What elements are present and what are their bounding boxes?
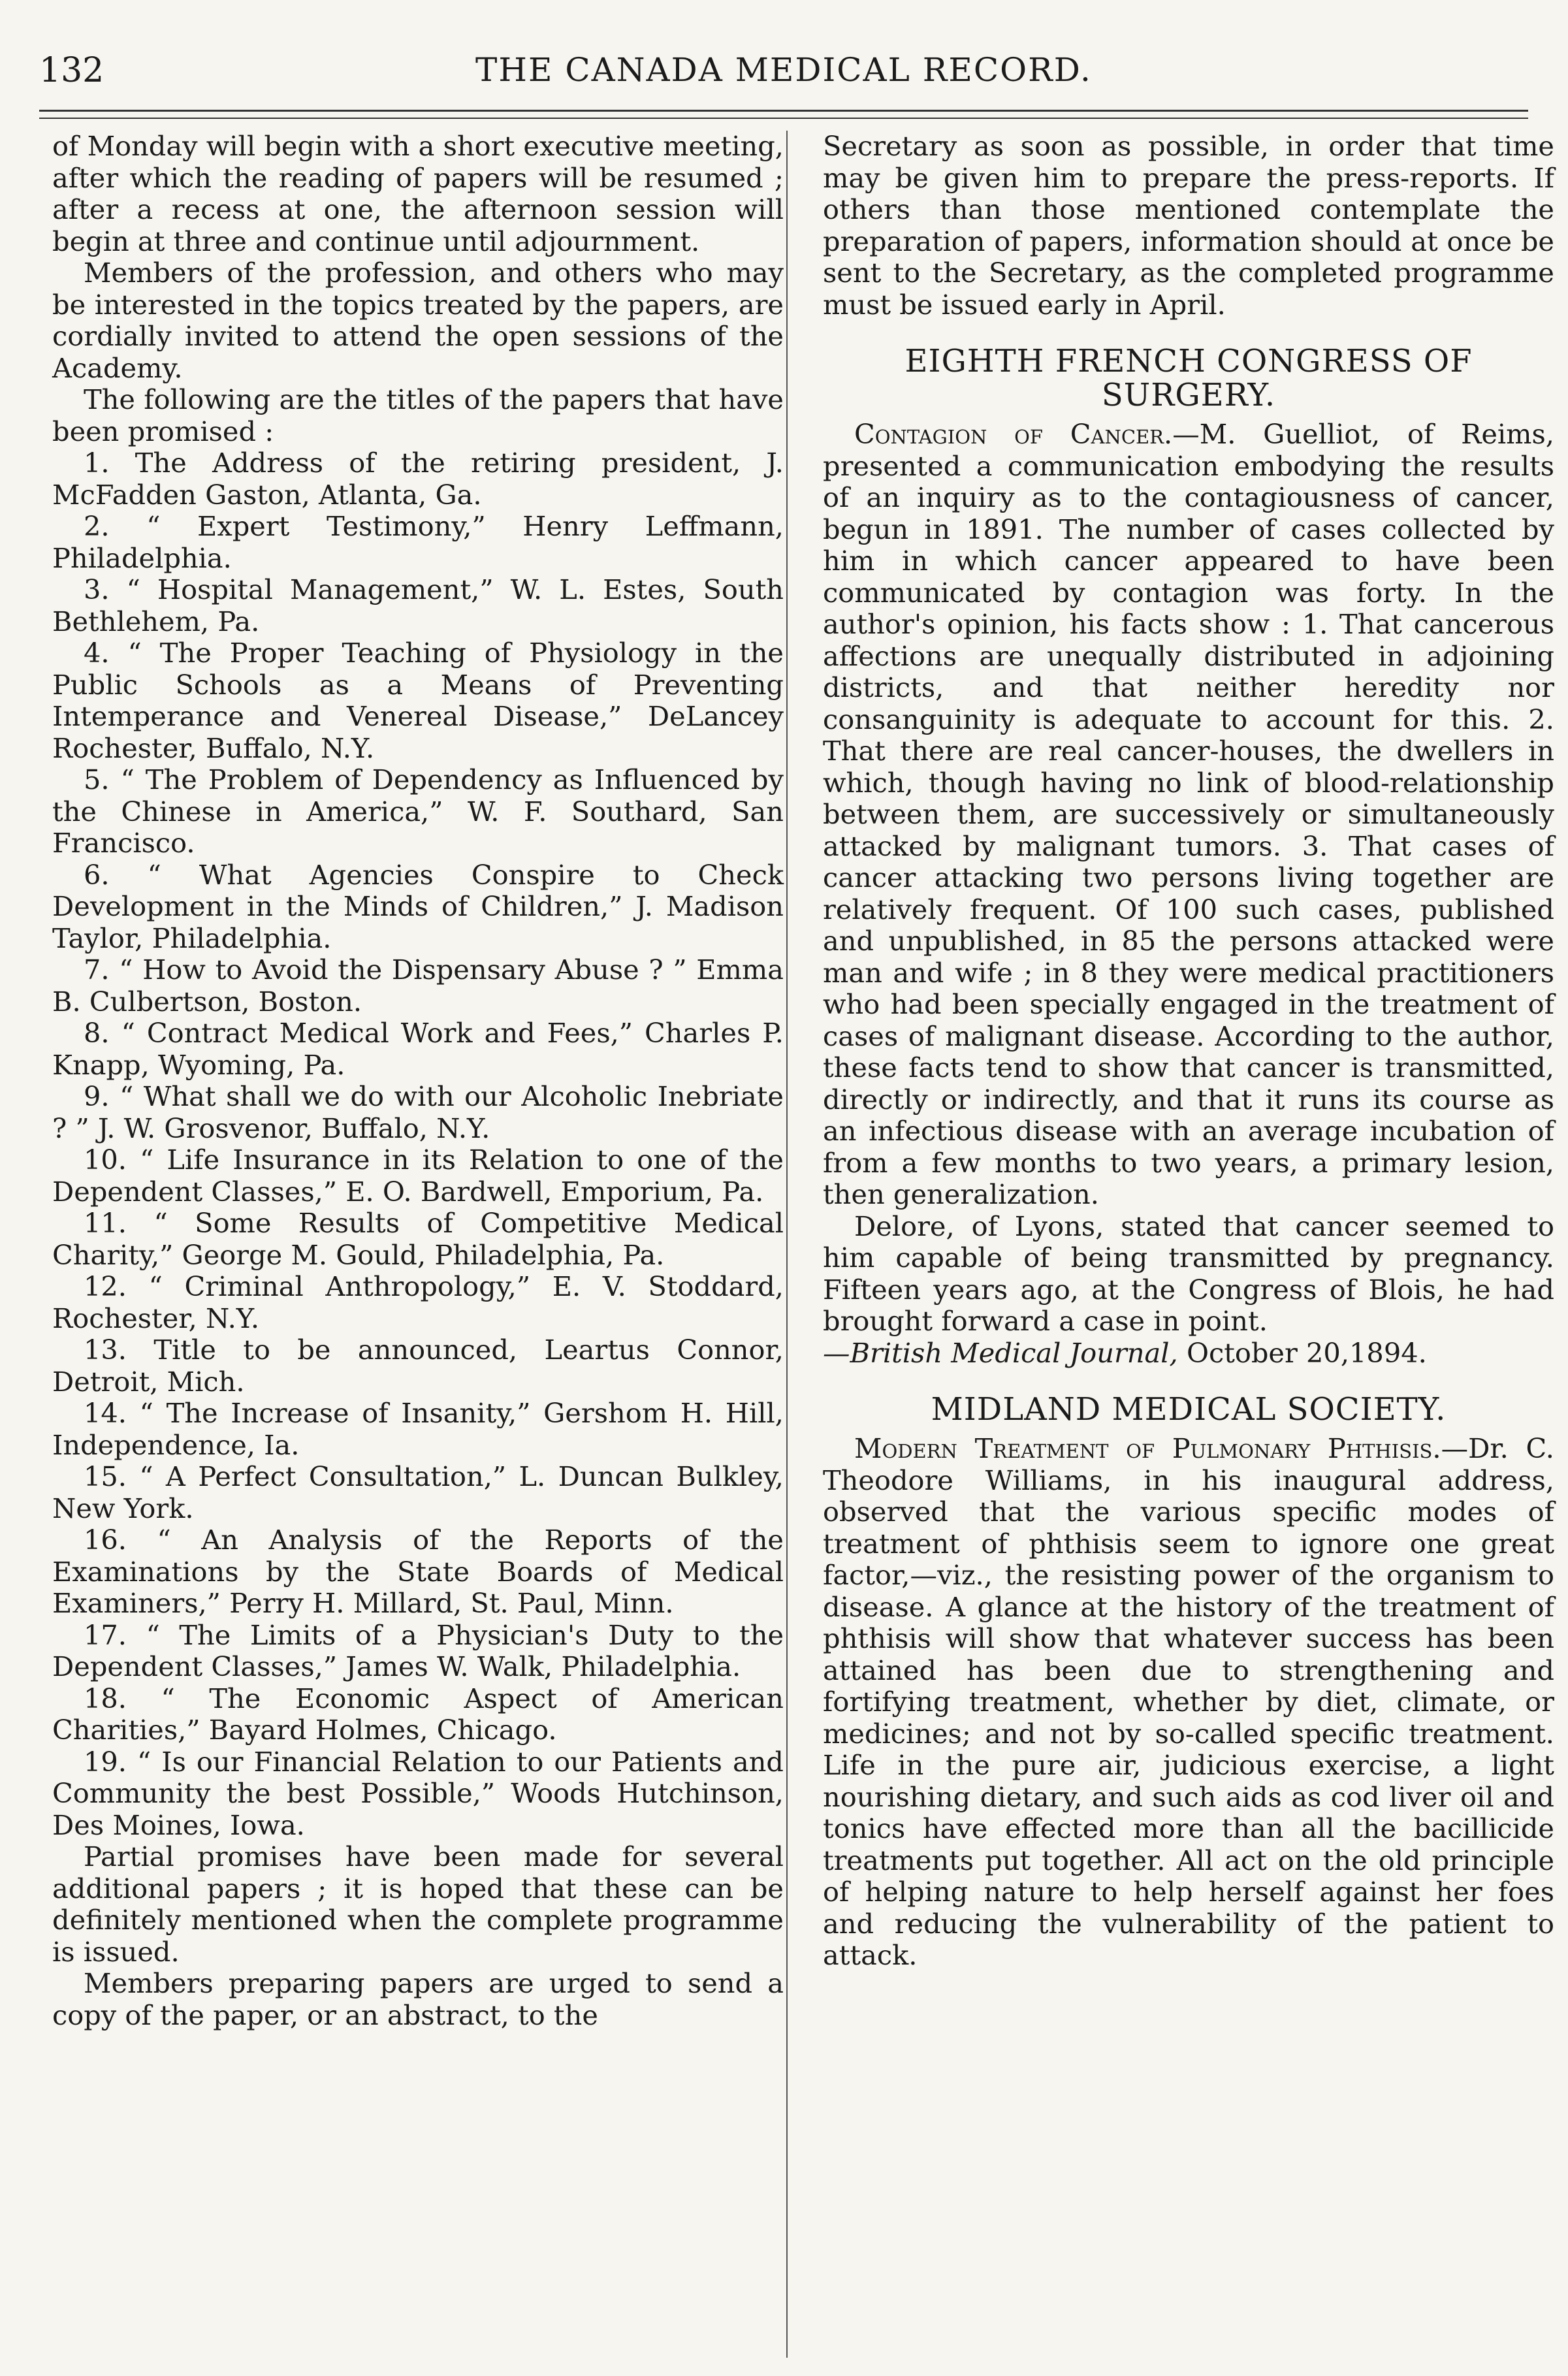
paper-item: 15. “ A Perfect Consultation,” L. Duncan Bulkley, New York. (52, 1460, 784, 1524)
contagion-lead: Contagion of Cancer. (854, 418, 1173, 450)
paper-item: 6. “ What Agencies Conspire to Check Development in the Minds of Children,” J. Madison Taylor, Philadelphia. (52, 858, 784, 954)
section-heading-french-congress: EIGHTH FRENCH CONGRESS OF SURGERY. (904, 343, 1473, 413)
partial-promises-paragraph: Partial promises have been made for several additional papers ; it is hoped that these can be definitely mentioned when the complete programme is issued. (52, 1840, 784, 1968)
header-rule-bottom (39, 118, 1528, 119)
right-column (823, 131, 1554, 1972)
intro-paragraph: of Monday will begin with a short executive meeting, after which the reading of papers will be resumed ; after a recess at one, the afternoon session will begin at three and continue until adjournment. (52, 130, 784, 257)
paper-item: 19. “ Is our Financial Relation to our Patients and Community the best Possible,” Woods Hutchinson, Des Moines, Iowa. (52, 1745, 784, 1841)
contagion-text: —M. Guelliot, of Reims, presented a communication embodying the results of an inquiry as to the contagiousness of cancer, begun in 1891. The number of cases collected by him in which cancer appeared to have been communicated by contagion was forty. In the author's opinion, his facts show : 1. That cancerous affections are unequally distributed in adjoining districts, and that neither heredity nor consanguinity is adequate to account for this. 2. That there are real cancer-houses, the dwellers in which, though having no link of blood-relationship between them, are successively or simultaneously attacked by malignant tumors. 3. That cases of cancer attacking two persons living together are relatively frequent. Of 100 such cases, published and unpublished, in 85 the persons attacked were man and wife ; in 8 they were medical practitioners who had been specially engaged in the treatment of cases of malignant disease. According to the author, these facts tend to show that cancer is transmitted, directly or indirectly, and that it runs its course as an infectious disease with an average incubation of from a few months to two years, a primary lesion, then generalization. (823, 418, 1554, 1210)
titles-intro: The following are the titles of the papers that have been promised : (52, 383, 784, 447)
paper-item: 16. “ An Analysis of the Reports of the Examinations by the State Boards of Medical Examiners,” Perry H. Millard, St. Paul, Minn. (52, 1524, 784, 1619)
delore-paragraph (823, 1211, 1554, 1370)
left-column (52, 131, 784, 2031)
paper-list (52, 447, 784, 1841)
source-journal: —British Medical Journal, (823, 1336, 1178, 1369)
paper-item: 13. Title to be announced, Leartus Connor, Detroit, Mich. (52, 1334, 784, 1398)
paper-item: 2. “ Expert Testimony,” Henry Leffmann, Philadelphia. (52, 510, 784, 574)
paper-item: 8. “ Contract Medical Work and Fees,” Charles P. Knapp, Wyoming, Pa. (52, 1017, 784, 1081)
page-number: 132 (39, 51, 104, 90)
phthisis-text: —Dr. C. Theodore Williams, in his inaugural address, observed that the various specific modes of treatment of phthisis seem to ignore one great factor,—viz., the resisting power of the organism to disease. A glance at the history of the treatment of phthisis will show that whatever success has been attained has been due to strengthening and fortifying treatment, whether by diet, climate, or medicines; and not by so-called specific treatment. Life in the pure air, judicious exercise, a light nourishing dietary, and such aids as cod liver oil and tonics have effected more than all the bacillicide treatments put together. All act on the old principle of helping nature to help herself against her foes and reducing the vulnerability of the patient to attack. (823, 1432, 1554, 1971)
paper-item: 17. “ The Limits of a Physician's Duty to the Dependent Classes,” James W. Walk, Philadelphia. (52, 1618, 784, 1682)
journal-title: THE CANADA MEDICAL RECORD. (475, 51, 1092, 89)
column-divider (786, 131, 788, 2358)
paper-item: 18. “ The Economic Aspect of American Charities,” Bayard Holmes, Chicago. (52, 1682, 784, 1746)
paper-item: 7. “ How to Avoid the Dispensary Abuse ? ” Emma B. Culbertson, Boston. (52, 954, 784, 1018)
source-date: October 20,1894. (1177, 1336, 1427, 1369)
paper-item: 5. “ The Problem of Dependency as Influenced by the Chinese in America,” W. F. Southard, San Francisco. (52, 763, 784, 859)
preparing-papers-paragraph: Members preparing papers are urged to send a copy of the paper, or an abstract, to the (52, 1967, 784, 2031)
paper-item: 14. “ The Increase of Insanity,” Gershom H. Hill, Independence, Ia. (52, 1397, 784, 1461)
delore-text: Delore, of Lyons, stated that cancer seemed to him capable of being transmitted by pregnancy. Fifteen years ago, at the Congress of Blois, he had brought forward a case in point. (823, 1210, 1554, 1337)
paper-item: 11. “ Some Results of Competitive Medical Charity,” George M. Gould, Philadelphia, Pa. (52, 1207, 784, 1271)
header-rule-top (39, 110, 1528, 112)
paper-item: 10. “ Life Insurance in its Relation to one of the Dependent Classes,” E. O. Bardwell, Emporium, Pa. (52, 1144, 784, 1208)
paper-item: 9. “ What shall we do with our Alcoholic Inebriate ? ” J. W. Grosvenor, Buffalo, N.Y. (52, 1080, 784, 1144)
paper-item: 4. “ The Proper Teaching of Physiology in the Public Schools as a Means of Preventing Intemperance and Venereal Disease,” DeLancey Rochester, Buffalo, N.Y. (52, 637, 784, 764)
phthisis-paragraph (823, 1433, 1554, 1972)
phthisis-lead: Modern Treatment of Pulmonary Phthisis. (854, 1432, 1441, 1464)
paper-item: 1. The Address of the retiring president, J. McFadden Gaston, Atlanta, Ga. (52, 447, 784, 511)
contagion-paragraph (823, 419, 1554, 1211)
running-head (39, 51, 1528, 103)
members-paragraph: Members of the profession, and others who may be interested in the topics treated by the papers, are cordially invited to attend the open sessions of the Academy. (52, 257, 784, 384)
continuation-paragraph: Secretary as soon as possible, in order that time may be given him to prepare the press-reports. If others than those mentioned contemplate the preparation of papers, information should at once be sent to the Secretary, as the completed programme must be issued early in April. (823, 130, 1554, 321)
section-heading-midland: MIDLAND MEDICAL SOCIETY. (931, 1391, 1447, 1428)
paper-item: 3. “ Hospital Management,” W. L. Estes, South Bethlehem, Pa. (52, 573, 784, 637)
paper-item: 12. “ Criminal Anthropology,” E. V. Stoddard, Rochester, N.Y. (52, 1270, 784, 1334)
